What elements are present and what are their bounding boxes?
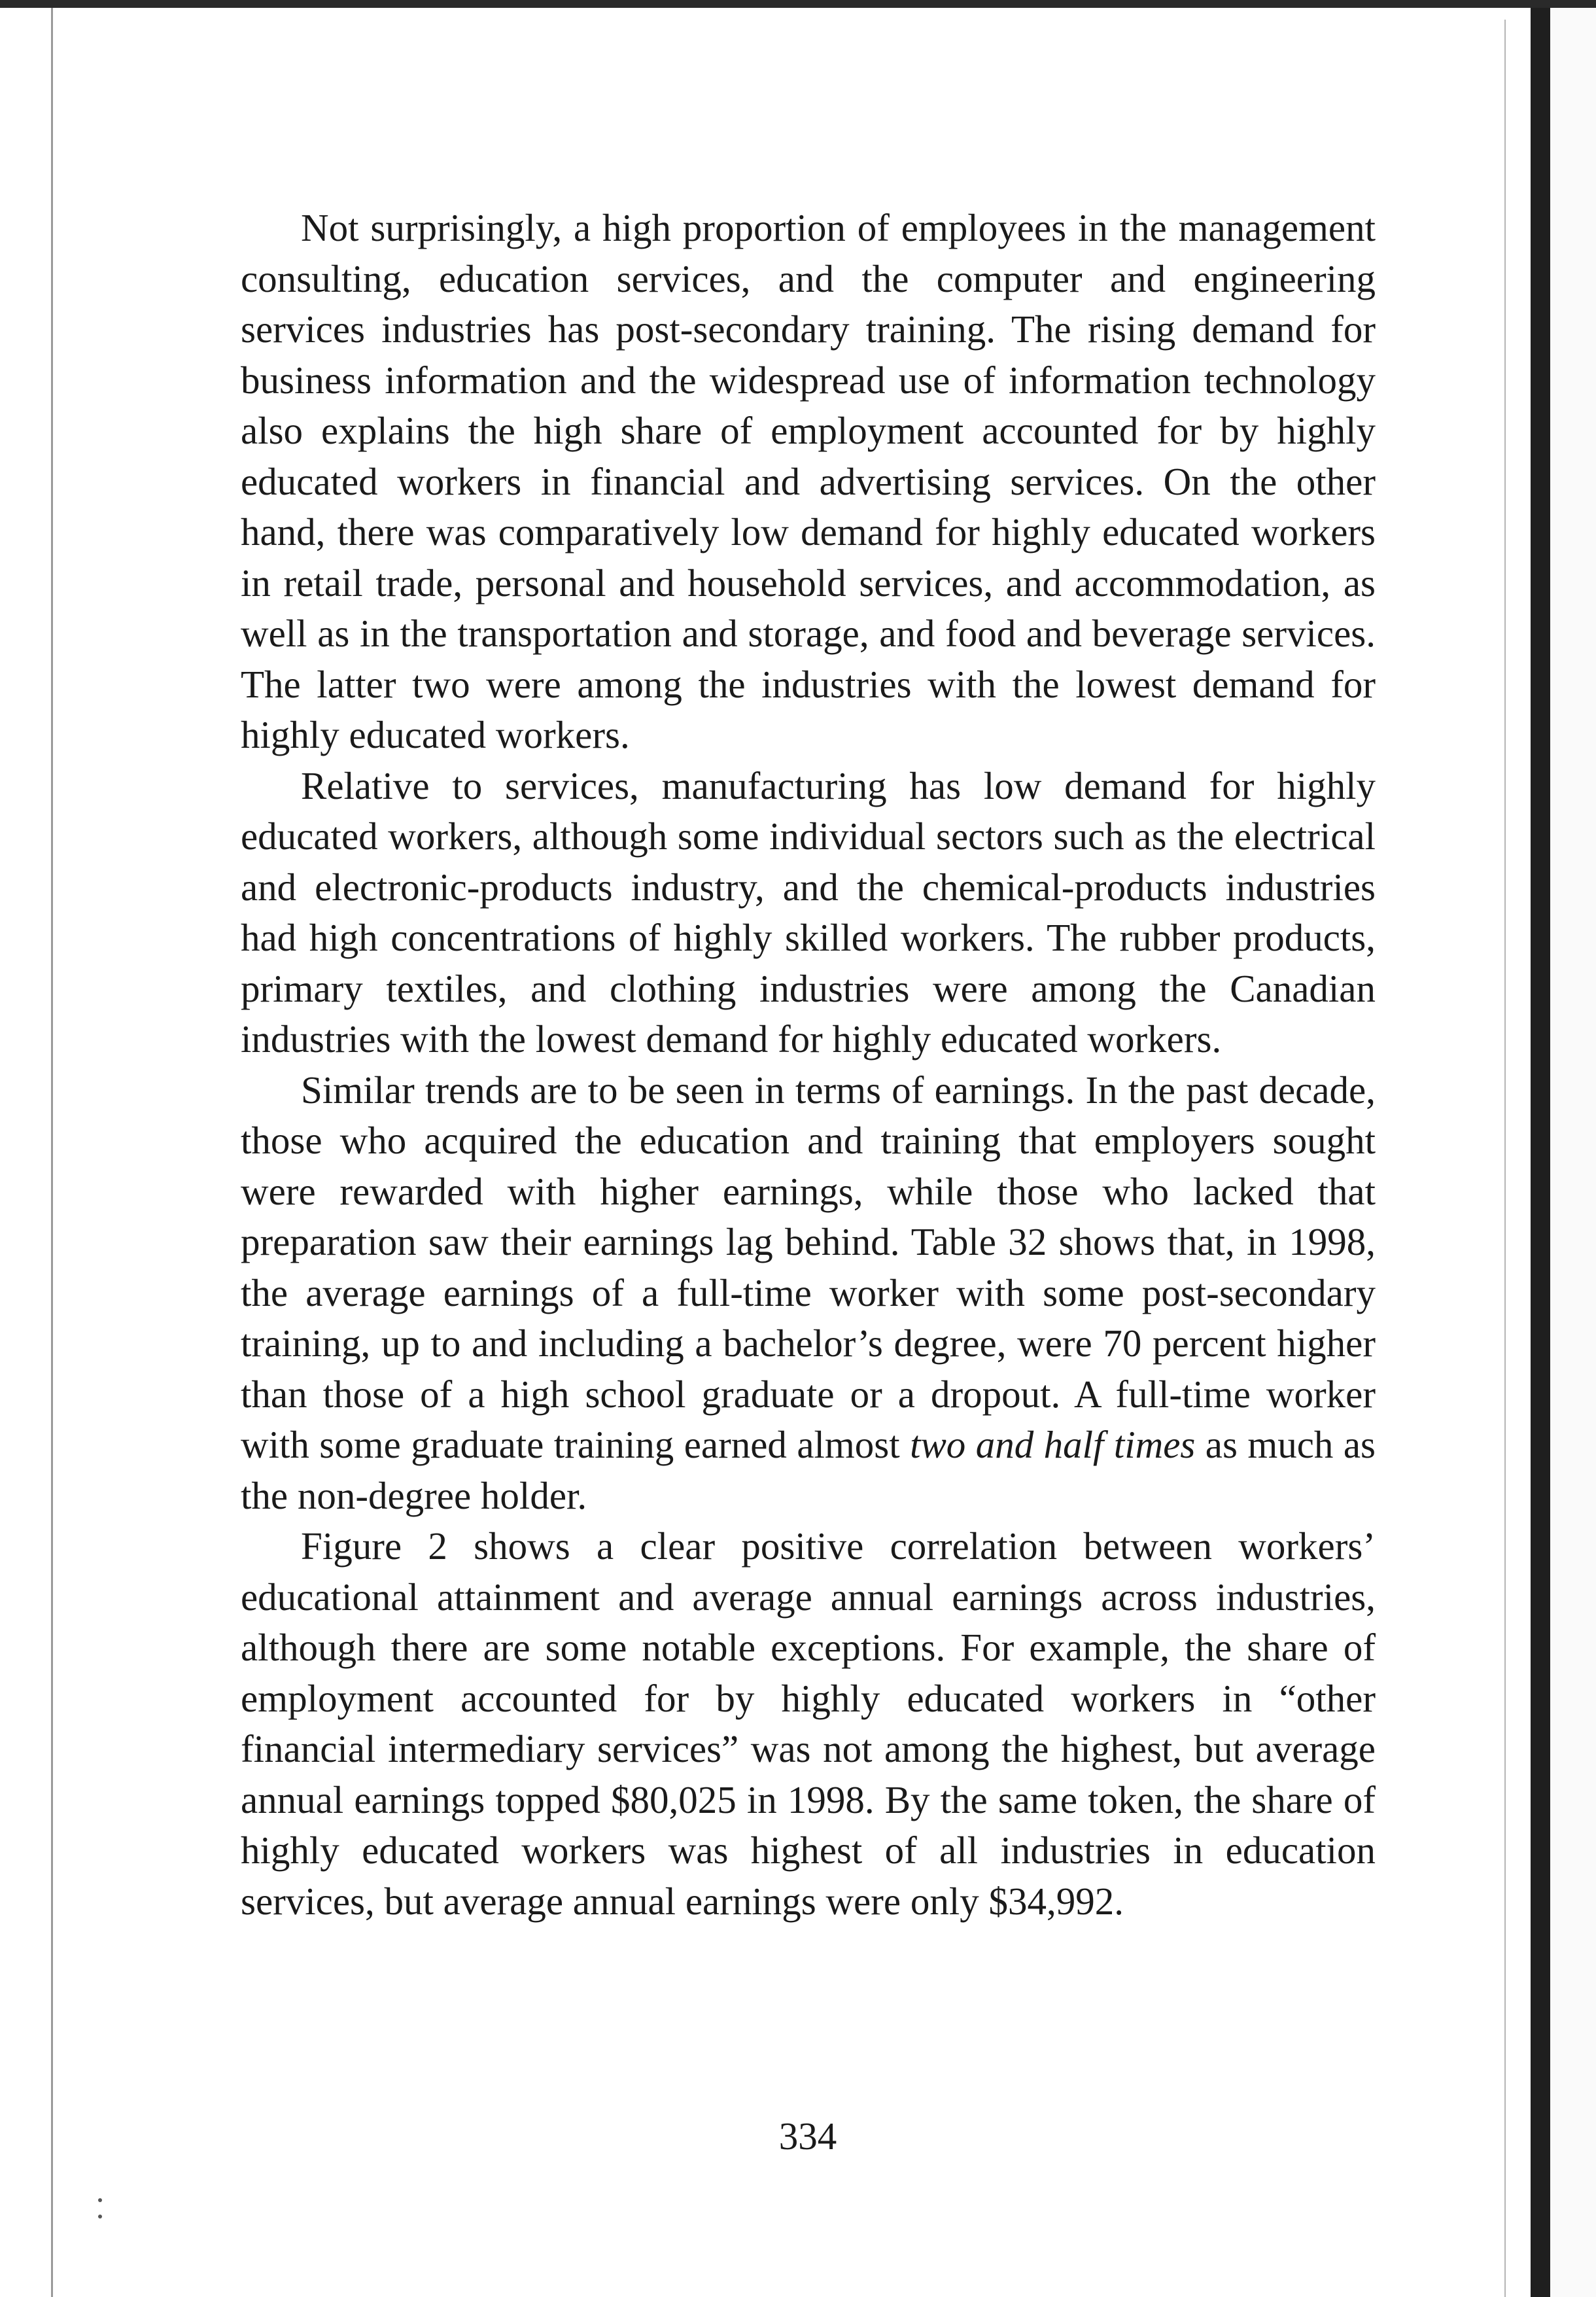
paragraph-3-italic-phrase: two and half times xyxy=(910,1423,1196,1466)
paragraph-2: Relative to services, manufacturing has low demand for highly educated workers, although some individual sectors such as the electrical and electronic-products industry, and the chemical-products industries had high concentrations of highly skilled workers. The rubber products, primary textiles, and clothing industries were among the Canadian industries with the lowest demand for highly educated workers. xyxy=(241,763,1376,1061)
paragraph-3 xyxy=(241,1065,1376,1522)
scan-right-binding-edge xyxy=(1531,8,1550,2297)
scan-right-thin-edge xyxy=(1504,20,1506,2297)
scan-top-edge xyxy=(0,0,1596,8)
scan-speck xyxy=(98,2215,102,2218)
scan-left-edge xyxy=(51,8,53,2297)
scan-speck xyxy=(98,2198,102,2202)
scan-right-margin xyxy=(1550,8,1596,2297)
paragraph-3-text-before: Similar trends are to be seen in terms of earnings. In the past decade, those who acquired the education and training that employers sought were rewarded with higher earnings, while those who lacked that preparation saw their earnings lag behind. Table 32 shows that, in 1998, the average earnings of a full-time worker with some post-secondary training, up to and including a bachelor’s degree, were 70 percent higher than those of a high school graduate or a dropout. A full-time worker with some graduate training earned almost xyxy=(241,1068,1376,1466)
page-body xyxy=(241,203,1376,1927)
paragraph-1: Not surprisingly, a high proportion of employees in the management consulting, education services, and the computer and engineering services industries has post-secondary training. The rising demand for business information and the widespread use of information technology also explains the high share of employment accounted for by highly educated workers in financial and advertising services. On the other hand, there was comparatively low demand for highly educated workers in retail trade, personal and household services, and accommodation, as well as in the transportation and storage, and food and beverage services. The latter two were among the industries with the lowest demand for highly educated workers. xyxy=(241,206,1376,756)
paragraph-3-text-after: as much as the non-degree holder. xyxy=(241,1423,1376,1517)
page-number: 334 xyxy=(778,2114,837,2158)
paragraph-4: Figure 2 shows a clear positive correlation between workers’ educational attainment and average annual earnings across industries, although there are some notable exceptions. For example, the share of employment accounted for by highly educated workers in “other financial intermediary services” was not among the highest, but average annual earnings topped $80,025 in 1998. By the same token, the share of highly educated workers was highest of all industries in education services, but average annual earnings were only $34,992. xyxy=(241,1524,1376,1923)
